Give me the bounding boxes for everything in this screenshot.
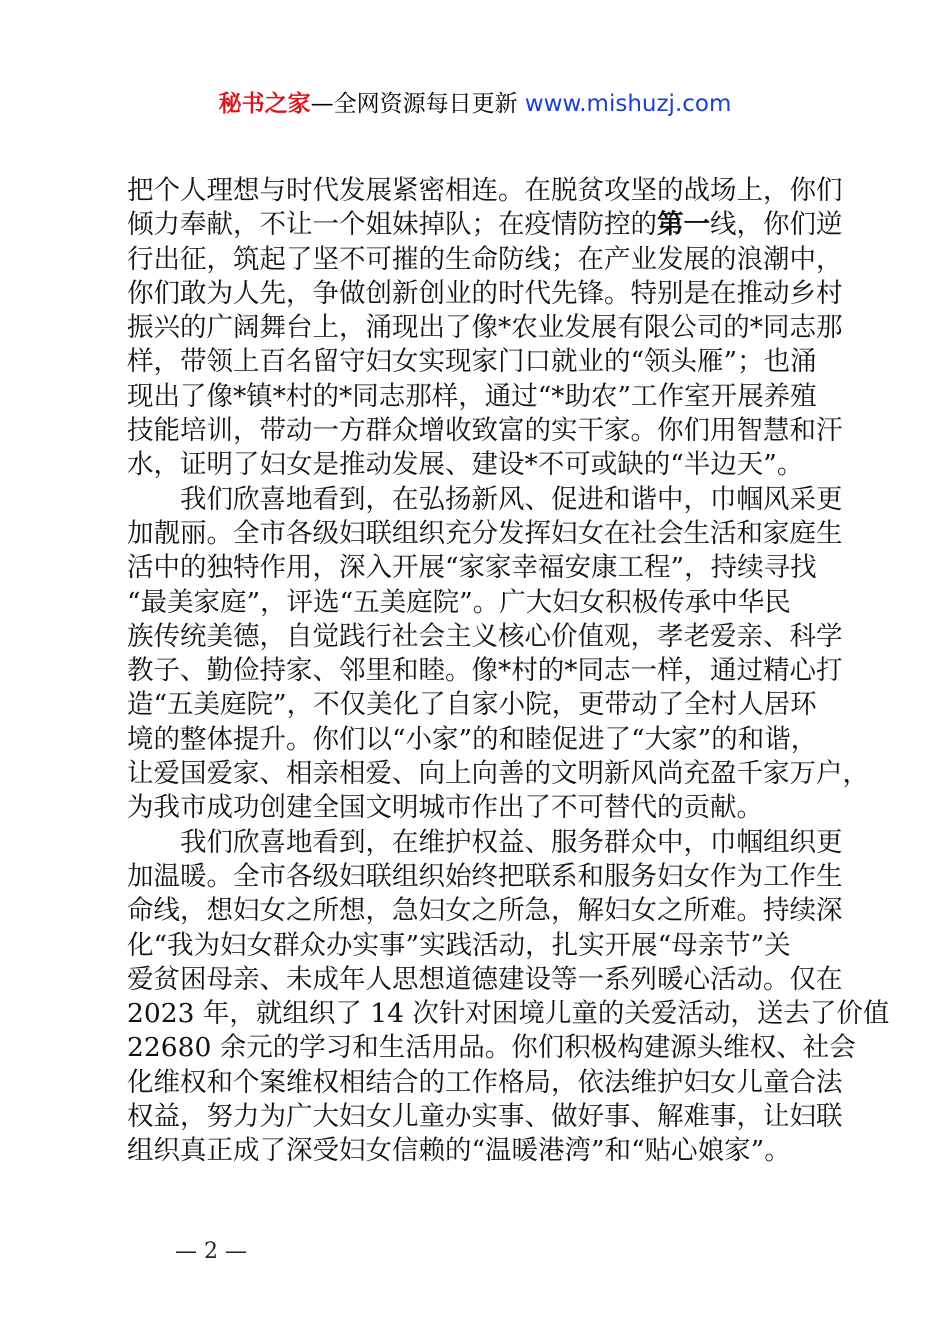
text-line: 境的整体提升。你们以“小家”的和睦促进了“大家”的和谐， bbox=[127, 723, 818, 755]
text-fragment: 倾力奉献，不让一个姐妹掉队；在疫情防控的 bbox=[127, 209, 657, 241]
text-line: 把个人理想与时代发展紧密相连。在脱贫攻坚的战场上，你们 bbox=[127, 175, 843, 206]
text-line: 水，证明了妇女是推动发展、建设*不可或缺的“半边天”。 bbox=[127, 449, 804, 481]
text-line: 加靓丽。全市各级妇联组织充分发挥妇女在社会生活和家庭生 bbox=[127, 517, 843, 549]
text-line: 现出了像*镇*村的*同志那样，通过“*助农”工作室开展养殖 bbox=[127, 380, 817, 412]
text-line: 样，带领上百名留守妇女实现家门口就业的“领头雁”；也涌 bbox=[127, 346, 817, 378]
paragraph-first-line: 我们欣喜地看到，在弘扬新风、促进和谐中，巾帼风采更 bbox=[180, 483, 843, 515]
text-line: 造“五美庭院”，不仅美化了自家小院，更带动了全村人居环 bbox=[127, 689, 817, 721]
text-line: 加温暖。全市各级妇联组织始终把联系和服务妇女作为工作生 bbox=[127, 860, 843, 892]
bold-text: 第一 bbox=[657, 209, 710, 241]
text-line: 化“我为妇女群众办实事”实践活动，扎实开展“母亲节”关 bbox=[127, 929, 791, 961]
text-line: “最美家庭”，评选“五美庭院”。广大妇女积极传承中华民 bbox=[127, 586, 791, 618]
text-line: 行出征，筑起了坚不可摧的生命防线；在产业发展的浪潮中， bbox=[127, 243, 843, 275]
text-line: 权益，努力为广大妇女儿童办实事、做好事、解难事，让妇联 bbox=[127, 1101, 843, 1133]
site-url-link[interactable]: www.mishuzj.com bbox=[524, 91, 732, 117]
text-line: 你们敢为人先，争做创新创业的时代先锋。特别是在推动乡村 bbox=[127, 277, 843, 309]
page-number: — 2 — bbox=[175, 1239, 247, 1264]
header-tagline: —全网资源每日更新 bbox=[310, 91, 525, 117]
text-line: 振兴的广阔舞台上，涌现出了像*农业发展有限公司的*同志那 bbox=[127, 312, 843, 344]
paragraph-first-line: 我们欣喜地看到，在维护权益、服务群众中，巾帼组织更 bbox=[180, 826, 843, 858]
text-line: 为我市成功创建全国文明城市作出了不可替代的贡献。 bbox=[127, 792, 763, 824]
text-line: 族传统美德，自觉践行社会主义核心价值观，孝老爱亲、科学 bbox=[127, 620, 843, 652]
text-line: 2023 年，就组织了 14 次针对困境儿童的关爱活动，送去了价值 bbox=[127, 998, 890, 1030]
brand-name: 秘书之家 bbox=[218, 91, 311, 117]
document-body bbox=[127, 174, 890, 1169]
text-line: 教子、勤俭持家、邻里和睦。像*村的*同志一样，通过精心打 bbox=[127, 655, 843, 687]
text-line: 技能培训，带动一方群众增收致富的实干家。你们用智慧和汗 bbox=[127, 415, 843, 447]
text-line: 化维权和个案维权相结合的工作格局，依法维护妇女儿童合法 bbox=[127, 1066, 843, 1098]
text-line: 22680 余元的学习和生活用品。你们积极构建源头维权、社会 bbox=[127, 1032, 856, 1064]
text-line: 爱贫困母亲、未成年人思想道德建设等一系列暖心活动。仅在 bbox=[127, 963, 843, 995]
text-line: 命线，想妇女之所想，急妇女之所急，解妇女之所难。持续深 bbox=[127, 895, 843, 927]
text-line bbox=[127, 208, 843, 242]
site-header bbox=[0, 88, 950, 120]
text-line: 让爱国爱家、相亲相爱、向上向善的文明新风尚充盈千家万户， bbox=[127, 758, 869, 790]
text-fragment: 线，你们逆 bbox=[710, 209, 843, 241]
text-line: 组织真正成了深受妇女信赖的“温暖港湾”和“贴心娘家”。 bbox=[127, 1135, 791, 1167]
text-line: 活中的独特作用，深入开展“家家幸福安康工程”，持续寻找 bbox=[127, 552, 817, 584]
